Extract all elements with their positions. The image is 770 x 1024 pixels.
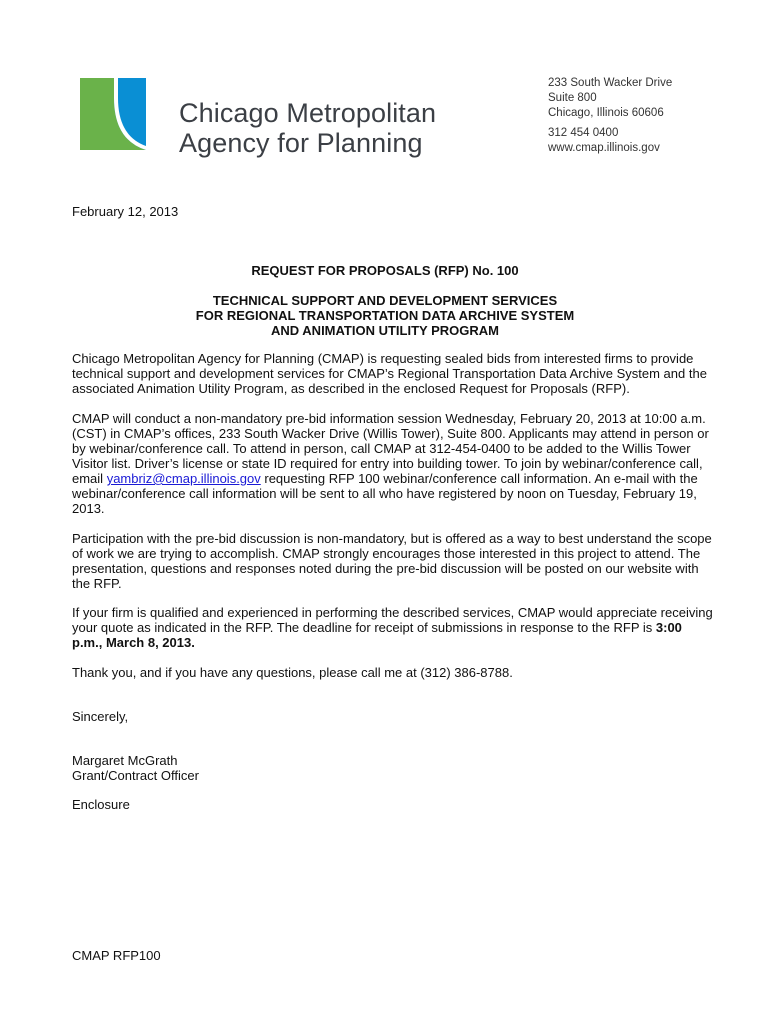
org-contact (548, 126, 660, 156)
paragraph-participation (72, 531, 712, 591)
paragraph-line-deadline (72, 620, 698, 635)
enclosure-note: Enclosure (72, 797, 130, 812)
paragraph-line: CMAP will conduct a non-mandatory pre-bid information session Wednesday, February 20, 2013 at 10:00 a.m. (72, 411, 706, 426)
footer-reference: CMAP RFP100 (72, 948, 161, 963)
paragraph-line: presentation, questions and responses noted during the pre-bid discussion will be posted on our website with (72, 561, 699, 576)
org-address (548, 76, 672, 121)
signer-name: Margaret McGrath (72, 753, 178, 768)
cmap-logo-icon (80, 78, 146, 150)
paragraph-line: webinar/conference call information will be sent to all who have registered by noon on Tuesday, February 19, (72, 486, 697, 501)
paragraph-line: Visitor list. Driver’s license or state ID required for entry into building tower. To join by webinar/conference call, (72, 456, 703, 471)
org-website: www.cmap.illinois.gov (548, 142, 660, 154)
email-link[interactable]: yambriz@cmap.illinois.gov (106, 471, 261, 486)
closing: Sincerely, (72, 709, 129, 724)
paragraph-line: of work we are trying to accomplish. CMAP strongly encourages those interested in this project to attend. The (72, 546, 701, 561)
paragraph-thanks: Thank you, and if you have any questions, please call me at (312) 386-8788. (72, 665, 513, 680)
address-line2: Suite 800 (548, 92, 597, 104)
org-phone: 312 454 0400 (548, 127, 619, 139)
deadline-time: 3:00 (655, 620, 682, 635)
email-prefix: email (72, 471, 107, 486)
paragraph-line: technical support and development services for CMAP’s Regional Transportation Data Archive System and the (72, 366, 707, 381)
paragraph-line: by webinar/conference call. To attend in person, call CMAP at 312-454-0400 to be added to the Willis Tower (72, 441, 691, 456)
rfp-headings (72, 263, 698, 338)
org-name-line1: Chicago Metropolitan (179, 98, 437, 128)
paragraph-line: If your firm is qualified and experienced in performing the described services, CMAP would appreciate receiving (72, 605, 713, 620)
paragraph-line: the RFP. (72, 576, 122, 591)
deadline-text: your quote as indicated in the RFP. The deadline for receipt of submissions in response to the RFP is (72, 620, 656, 635)
paragraph-line: 2013. (72, 501, 105, 516)
org-name-line2: Agency for Planning (179, 128, 423, 158)
paragraph-line: (CST) in CMAP’s offices, 233 South Wacker Drive (Willis Tower), Suite 800. Applicants may attend in person or (72, 426, 709, 441)
deadline-date: p.m., March 8, 2013. (72, 635, 195, 650)
org-name (179, 98, 436, 158)
rfp-title-line1: TECHNICAL SUPPORT AND DEVELOPMENT SERVICES (212, 293, 558, 308)
rfp-number-heading: REQUEST FOR PROPOSALS (RFP) No. 100 (251, 263, 519, 278)
paragraph-deadline (72, 605, 713, 650)
rfp-title-line2: FOR REGIONAL TRANSPORTATION DATA ARCHIVE SYSTEM (195, 308, 575, 323)
paragraph-session (72, 411, 709, 516)
signer-title: Grant/Contract Officer (72, 768, 199, 783)
signer-block (72, 753, 698, 783)
paragraph-line: Participation with the pre-bid discussion is non-mandatory, but is offered as a way to best understand the scope (72, 531, 712, 546)
email-suffix: requesting RFP 100 webinar/conference call information. An e-mail with the (260, 471, 698, 486)
rfp-title-line3: AND ANIMATION UTILITY PROGRAM (271, 323, 499, 338)
letter-date: February 12, 2013 (72, 204, 179, 219)
paragraph-intro (72, 351, 707, 396)
paragraph-line: Chicago Metropolitan Agency for Planning (CMAP) is requesting sealed bids from interested firms to provide (72, 351, 694, 366)
paragraph-line-email (72, 471, 698, 486)
paragraph-line: associated Animation Utility Program, as described in the enclosed Request for Proposals (RFP). (72, 381, 630, 396)
paragraph-line (72, 635, 698, 650)
address-line3: Chicago, Illinois 60606 (548, 107, 664, 119)
address-line1: 233 South Wacker Drive (548, 77, 673, 89)
